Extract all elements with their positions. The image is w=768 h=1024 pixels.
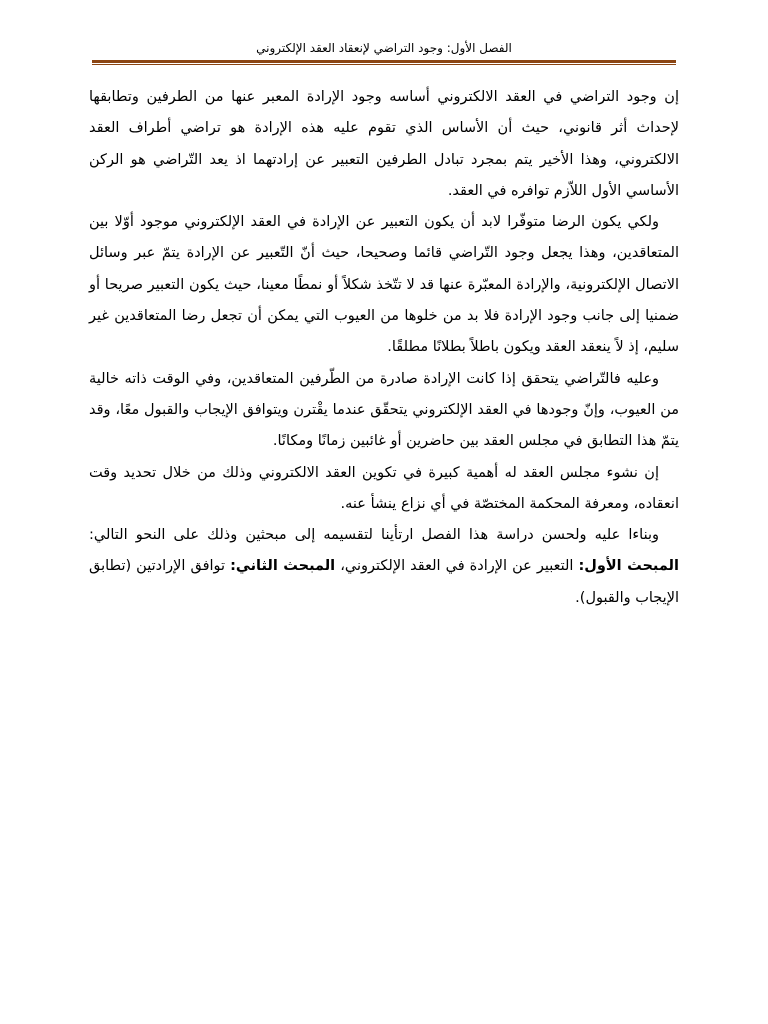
running-header: الفصل الأول: وجود التراضي لإنعقاد العقد الإلكتروني: [256, 41, 512, 55]
paragraph-2: ولكي يكون الرضا متوفّرا لابد أن يكون التعبير عن الإرادة في العقد الإلكتروني موجود أوّلا بين المتعاقدين، وهذا يجعل وجود التّراضي قائما وصحيحا، حيث أنّ التّعبير عن الإرادة يتمّ عبر وسائل الاتصال الإلكترونية، والإرادة المعبّرة عنها قد لا تتّخذ شكلاً أو نمطًا معينا، حيث يكون التعبير صريحا أو ضمنيا إلى جانب وجود الإرادة فلا بد من خلوها من العيوب التي يمكن أن تجعل رضا المتعاقدين غير سليم، إذ لاً ينعقد العقد ويكون باطلاً بطلانًا مطلقًا.: [89, 214, 679, 356]
header-rule-thin: [92, 64, 676, 65]
header-rule-thick: [92, 60, 676, 63]
paragraph-5: [89, 520, 679, 614]
section-1-title: التعبير عن الإرادة في العقد الإلكتروني،: [335, 558, 579, 575]
section-1-label: المبحث الأول:: [578, 558, 679, 575]
paragraph-3: وعليه فالتّراضي يتحقق إذا كانت الإرادة صادرة من الطّرفين المتعاقدين، وفي الوقت ذاته خالية من العيوب، وإنّ وجودها في العقد الإلكتروني يتحقّق عندما يقْترن ويتوافق الإيجاب والقبول معًا، وقد يتمّ هذا التطابق في مجلس العقد بين حاضرين أو غائبين زمانًا ومكانًا.: [89, 370, 679, 450]
section-2-label: المبحث الثاني:: [230, 558, 336, 575]
paragraph-4: إن نشوء مجلس العقد له أهمية كبيرة في تكوين العقد الالكتروني وذلك من خلال تحديد وقت انعقاده، ومعرفة المحكمة المختصّة في أي نزاع ينشأ عنه.: [89, 464, 679, 512]
paragraph-1: إن وجود التراضي في العقد الالكتروني أساسه وجود الإرادة المعبر عنها من الطرفين وتطابقها لإحداث أثر قانوني، حيث أن الأساس الذي تقوم عليه هذه الإرادة هو تراضي أطراف العقد الالكتروني، وهذا الأخير يتم بمجرد تبادل الطرفين التعبير عن إرادتهما اذ يعد التّراضي هو الركن الأساسي الأول اللاّزم توافره في العقد.: [89, 89, 679, 199]
section-2-title: توافق الإرادتين (تطابق الإيجاب والقبول).: [89, 558, 679, 606]
body-text: [89, 82, 679, 614]
paragraph-5-intro: وبناءا عليه ولحسن دراسة هذا الفصل ارتأينا لتقسيمه إلى مبحثين وذلك على النحو التالي:: [89, 527, 659, 544]
